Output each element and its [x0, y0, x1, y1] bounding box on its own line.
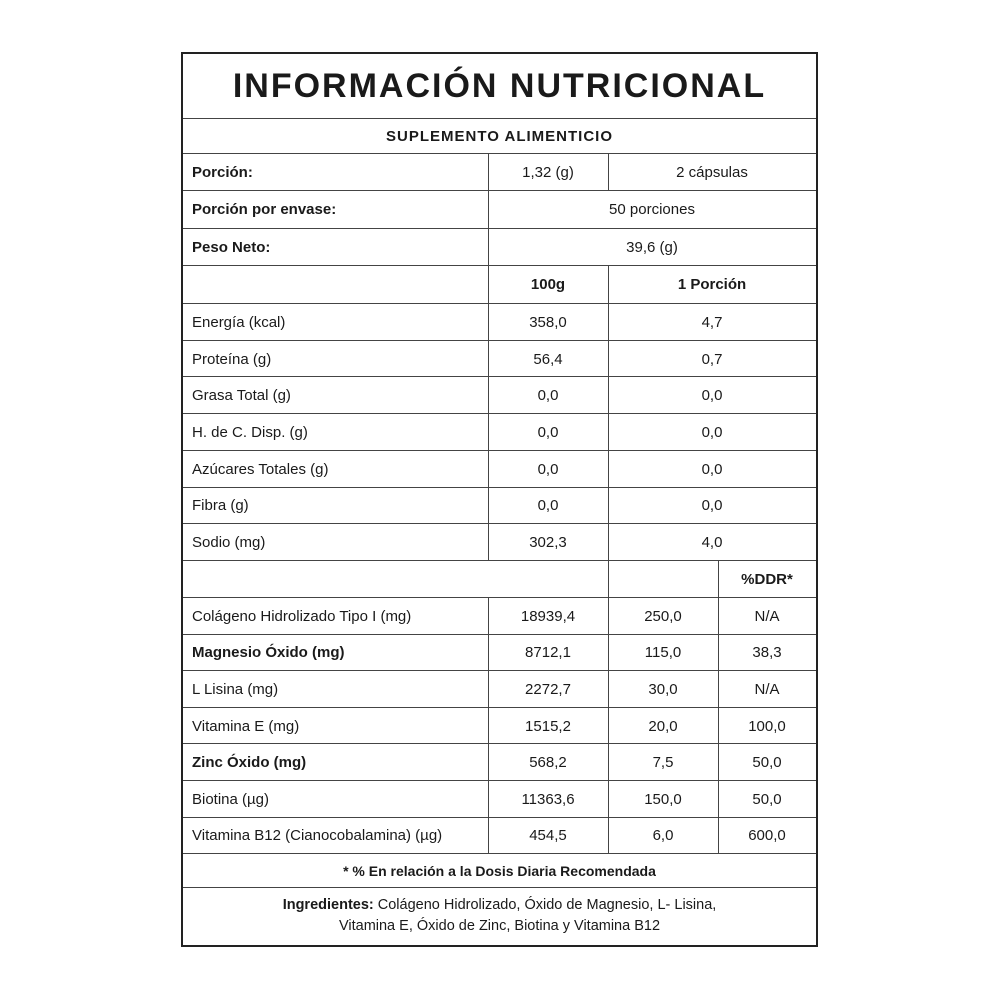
supplement-ddr: N/A [754, 607, 780, 625]
supplement-per-100g: 11363,6 [521, 790, 575, 808]
nutrient-per-100g: 0,0 [537, 460, 559, 478]
supplement-name: Vitamina E (mg) [192, 717, 300, 735]
nutrient-per-100g: 56,4 [533, 350, 563, 368]
supplement-per-100g: 454,5 [529, 827, 567, 845]
label-subtitle: SUPLEMENTO ALIMENTICIO [385, 127, 613, 145]
nutrient-per-100g: 302,3 [529, 534, 567, 552]
nutrient-per-serving: 4,7 [701, 313, 723, 331]
nutrient-per-100g: 0,0 [537, 423, 559, 441]
nutrient-per-100g: 0,0 [537, 497, 559, 515]
column-divider [718, 561, 719, 853]
ddr-footnote: * % En relación a la Dosis Diaria Recomendada [343, 862, 656, 879]
supplement-ddr: 38,3 [752, 644, 782, 662]
serving-size-grams: 1,32 (g) [522, 163, 574, 181]
supplement-ddr: 600,0 [748, 827, 786, 845]
net-weight-value: 39,6 (g) [626, 238, 678, 256]
nutrient-name: Sodio (mg) [192, 534, 266, 552]
supplement-ddr: 50,0 [752, 790, 782, 808]
nutrient-per-serving: 0,0 [701, 497, 723, 515]
header-per-serving: 1 Porción [677, 276, 747, 293]
nutrient-per-serving: 0,0 [701, 460, 723, 478]
ingredients-line-1 [183, 895, 816, 916]
nutrient-name: Grasa Total (g) [192, 387, 291, 405]
servings-per-container-label: Porción por envase: [192, 201, 337, 218]
supplement-ddr: N/A [754, 680, 780, 698]
supplement-per-serving: 30,0 [648, 680, 678, 698]
column-divider [488, 154, 489, 265]
nutrient-per-100g: 358,0 [529, 313, 567, 331]
nutrient-name: Energía (kcal) [192, 313, 286, 331]
ingredients-line-2: Vitamina E, Óxido de Zinc, Biotina y Vitamina B12 [338, 918, 661, 934]
nutrient-per-serving: 0,7 [701, 350, 723, 368]
ingredients-text-1: Colágeno Hidrolizado, Óxido de Magnesio, L- Lisina, [373, 897, 717, 913]
supplement-per-serving: 115,0 [644, 644, 682, 662]
nutrition-label [181, 52, 818, 947]
supplement-ddr: 100,0 [748, 717, 786, 735]
nutrient-per-100g: 0,0 [537, 387, 559, 405]
nutrient-name: Proteína (g) [192, 350, 272, 368]
ingredients-label: Ingredientes: [282, 897, 374, 913]
supplement-per-100g: 18939,4 [520, 607, 576, 625]
nutrient-name: H. de C. Disp. (g) [192, 423, 308, 441]
supplement-name: L Lisina (mg) [192, 680, 279, 698]
supplement-per-100g: 1515,2 [525, 717, 571, 735]
nutrient-per-serving: 0,0 [701, 387, 723, 405]
supplement-per-serving: 250,0 [644, 607, 682, 625]
supplement-per-serving: 6,0 [652, 827, 674, 845]
nutrient-per-serving: 4,0 [701, 534, 723, 552]
supplement-per-serving: 20,0 [648, 717, 678, 735]
servings-per-container-value: 50 porciones [609, 201, 695, 218]
column-divider [488, 266, 489, 561]
supplement-per-serving: 150,0 [644, 790, 682, 808]
column-divider [608, 266, 609, 853]
net-weight-label: Peso Neto: [192, 238, 271, 256]
supplement-ddr: 50,0 [752, 754, 782, 772]
supplement-per-100g: 2272,7 [525, 680, 571, 698]
supplement-per-100g: 8712,1 [525, 644, 571, 662]
column-divider [608, 154, 609, 190]
serving-size-capsules: 2 cápsulas [676, 163, 748, 181]
supplement-name: Magnesio Óxido (mg) [192, 644, 345, 662]
supplement-per-100g: 568,2 [529, 754, 567, 772]
supplement-per-serving: 7,5 [652, 754, 674, 772]
supplement-name: Vitamina B12 (Cianocobalamina) (µg) [192, 827, 443, 845]
header-per-100g: 100g [530, 276, 566, 293]
ingredients-block [183, 888, 816, 945]
label-title: INFORMACIÓN NUTRICIONAL [232, 66, 767, 105]
serving-size-label: Porción: [192, 163, 253, 181]
nutrient-name: Fibra (g) [192, 497, 249, 515]
nutrient-per-serving: 0,0 [701, 423, 723, 441]
column-divider [488, 597, 489, 853]
supplement-name: Colágeno Hidrolizado Tipo I (mg) [192, 607, 412, 625]
header-ddr: %DDR* [741, 570, 793, 588]
nutrient-name: Azúcares Totales (g) [192, 460, 329, 478]
supplement-name: Biotina (µg) [192, 790, 270, 808]
supplement-name: Zinc Óxido (mg) [192, 754, 307, 772]
